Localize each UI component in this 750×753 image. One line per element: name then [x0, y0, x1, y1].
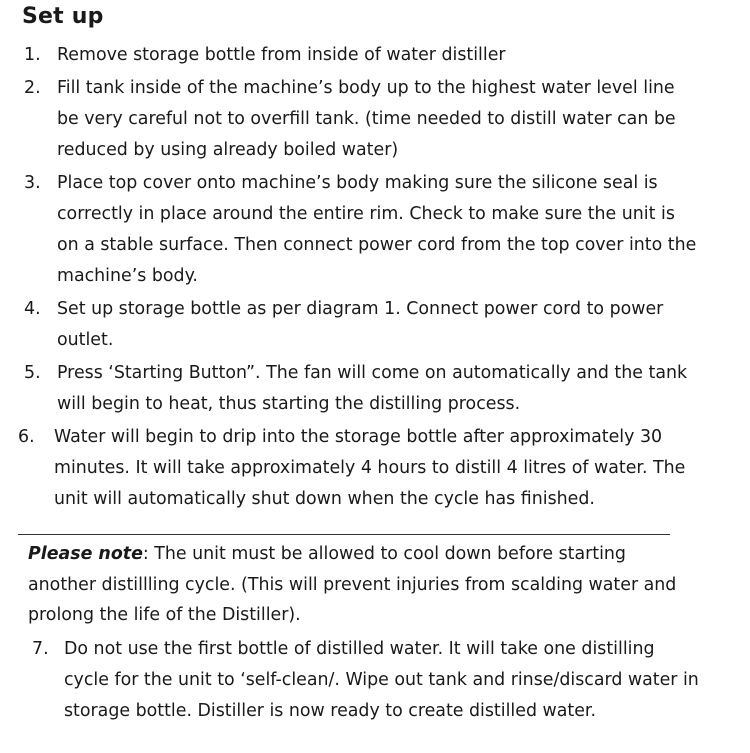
note-label: Please note [28, 544, 143, 564]
step-text: Water will begin to drip into the storage bottle after approximately 30 minutes. It will take approximately 4 hours to distill 4 litres of water. The unit will automatically shut down when the cycle has finished. [54, 427, 686, 509]
step-item-6 [0, 422, 750, 515]
step-number: 2. [24, 78, 41, 98]
step-number: 3. [24, 173, 41, 193]
please-note-paragraph [28, 539, 688, 631]
section-heading: Set up [22, 4, 104, 29]
step-number: 4. [24, 299, 41, 319]
section-divider [18, 534, 670, 535]
step-number: 7. [32, 639, 49, 659]
step-text: Set up storage bottle as per diagram 1. Connect power cord to power outlet. [57, 299, 664, 350]
step-item-5 [0, 358, 750, 420]
step-item-1 [0, 40, 750, 71]
note-text: : The unit must be allowed to cool down before starting another distillling cycle. (This will prevent injuries from scalding water and prolong the life of the Distiller). [28, 544, 677, 625]
step-text: Remove storage bottle from inside of water distiller [57, 45, 506, 65]
step-text: Fill tank inside of the machine’s body up to the highest water level line be very careful not to overfill tank. (time needed to distill water can be reduced by using already boiled water) [57, 78, 676, 160]
setup-steps-list [0, 40, 750, 517]
step-text: Place top cover onto machine’s body making sure the silicone seal is correctly in place around the entire rim. Check to make sure the unit is on a stable surface. Then connect power cord from the top cover into the machine’s body. [57, 173, 697, 286]
step-item-4 [0, 294, 750, 356]
step-item-2 [0, 73, 750, 166]
step-text: Do not use the first bottle of distilled water. It will take one distilling cycle for the unit to ‘self-clean/. Wipe out tank and rinse/discard water in storage bottle. Distiller is now ready to create distilled water. [64, 639, 699, 721]
step-item-3 [0, 168, 750, 292]
step-number: 6. [18, 427, 35, 447]
step-number: 5. [24, 363, 41, 383]
step-number: 1. [24, 45, 41, 65]
step-item-7 [0, 634, 750, 727]
step-text: Press ‘Starting Button”. The fan will come on automatically and the tank will begin to heat, thus starting the distilling process. [57, 363, 688, 414]
